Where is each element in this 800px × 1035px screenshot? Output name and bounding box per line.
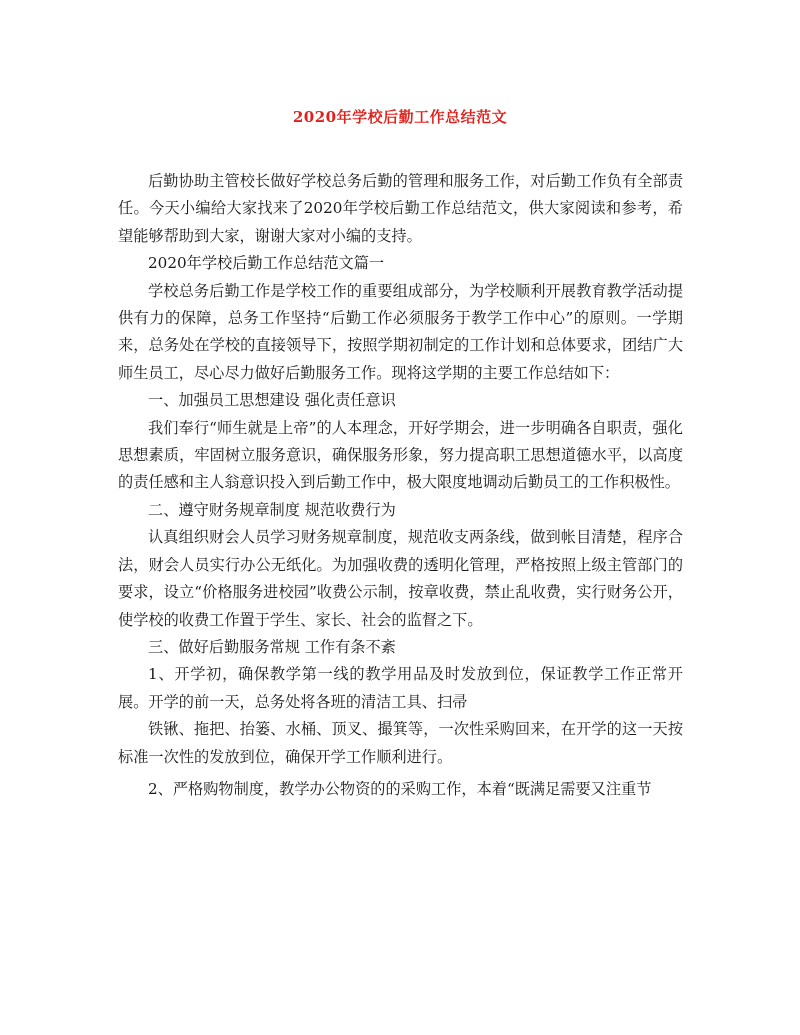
section-heading-part-one: 2020年学校后勤工作总结范文篇一: [148, 254, 385, 273]
section-heading-3: 三、做好后勤服务常规 工作有条不紊: [148, 637, 396, 656]
document-body: [118, 168, 683, 803]
item-1-paragraph: 1、开学初，确保教学第一线的教学用品及时发放到位，保证教学工作正常开展。开学的前一天，总务处将各班的清洁工具、扫帚: [118, 665, 683, 711]
section-heading-2: 二、遵守财务规章制度 规范收费行为: [148, 500, 396, 519]
item-2-paragraph: 2、严格购物制度，教学办公物资的的采购工作，本着“既满足需要又注重节: [148, 779, 652, 798]
overview-paragraph: 学校总务后勤工作是学校工作的重要组成部分，为学校顺利开展教育教学活动提供有力的保障，总务工作坚持“后勤工作必须服务于教学工作中心”的原则。一学期来，总务处在学校的直接领导下，按照学期初制定的工作计划和总体要求，团结广大师生员工，尽心尽力做好后勤服务工作。现将这学期的主要工作总结如下：: [118, 281, 683, 382]
section-heading-1: 一、加强员工思想建设 强化责任意识: [148, 391, 396, 410]
item-1-continued-paragraph: 铁锹、拖把、抬篓、水桶、顶叉、撮箕等，一次性采购回来，在开学的这一天按标准一次性的发放到位，确保开学工作顺利进行。: [118, 720, 683, 766]
section-2-paragraph: 认真组织财会人员学习财务规章制度，规范收支两条线，做到帐目清楚，程序合法，财会人员实行办公无纸化。为加强收费的透明化管理，严格按照上级主管部门的要求，设立“价格服务进校园”收费公示制，按章收费，禁止乱收费，实行财务公开，使学校的收费工作置于学生、家长、社会的监督之下。: [118, 528, 683, 629]
section-1-paragraph: 我们奉行“师生就是上帝”的人本理念，开好学期会，进一步明确各自职责，强化思想素质，牢固树立服务意识，确保服务形象，努力提高职工思想道德水平，以高度的责任感和主人翁意识投入到后勤工作中，极大限度地调动后勤员工的工作积极性。: [118, 418, 683, 492]
intro-paragraph: 后勤协助主管校长做好学校总务后勤的管理和服务工作，对后勤工作负有全部责任。今天小编给大家找来了2020年学校后勤工作总结范文，供大家阅读和参考，希望能够帮助到大家，谢谢大家对小编的支持。: [118, 172, 683, 245]
page-title: 2020年学校后勤工作总结范文: [292, 108, 508, 126]
